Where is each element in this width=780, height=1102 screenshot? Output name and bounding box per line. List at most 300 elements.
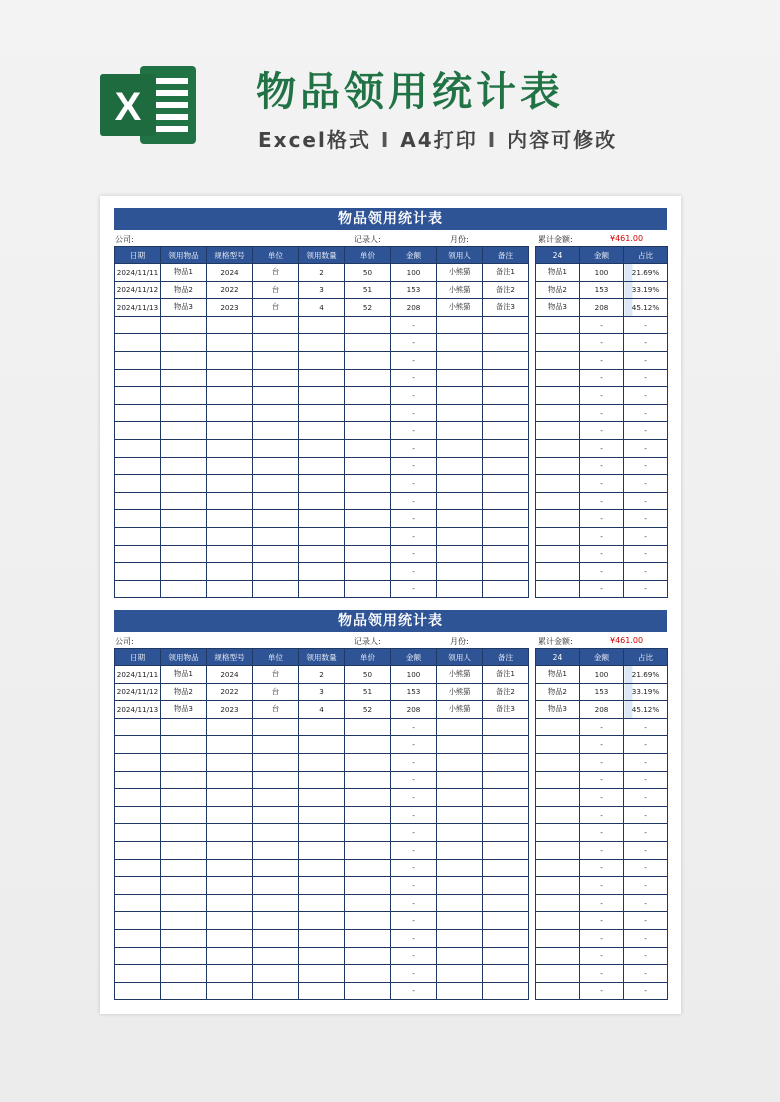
table-cell[interactable]: [115, 387, 161, 405]
summary-cell[interactable]: -: [580, 316, 624, 334]
summary-cell[interactable]: [536, 824, 580, 842]
table-cell[interactable]: 2024/11/11: [115, 666, 161, 684]
summary-cell[interactable]: -: [580, 824, 624, 842]
table-cell[interactable]: [253, 422, 299, 440]
table-cell[interactable]: [253, 912, 299, 930]
summary-cell[interactable]: -: [580, 859, 624, 877]
table-cell[interactable]: [253, 929, 299, 947]
share-cell[interactable]: -: [624, 439, 668, 457]
table-cell[interactable]: 52: [345, 701, 391, 719]
table-cell[interactable]: 小熊猫: [437, 666, 483, 684]
summary-cell[interactable]: [536, 789, 580, 807]
table-cell[interactable]: [115, 947, 161, 965]
table-cell[interactable]: [299, 824, 345, 842]
summary-cell[interactable]: [536, 475, 580, 493]
summary-cell[interactable]: [536, 439, 580, 457]
table-cell[interactable]: [207, 736, 253, 754]
share-cell[interactable]: -: [624, 841, 668, 859]
share-cell[interactable]: -: [624, 982, 668, 1000]
table-cell[interactable]: [207, 806, 253, 824]
table-cell[interactable]: [207, 475, 253, 493]
table-cell[interactable]: [253, 824, 299, 842]
share-cell[interactable]: -: [624, 334, 668, 352]
table-cell[interactable]: [483, 841, 529, 859]
table-cell[interactable]: 2024: [207, 264, 253, 282]
table-cell[interactable]: [437, 753, 483, 771]
summary-cell[interactable]: [536, 492, 580, 510]
table-cell[interactable]: 小熊猫: [437, 264, 483, 282]
summary-cell[interactable]: -: [580, 510, 624, 528]
table-cell[interactable]: [483, 947, 529, 965]
table-cell[interactable]: [345, 510, 391, 528]
table-cell[interactable]: [345, 334, 391, 352]
table-cell[interactable]: [299, 929, 345, 947]
table-cell[interactable]: [207, 789, 253, 807]
table-cell[interactable]: [161, 457, 207, 475]
table-cell[interactable]: [437, 859, 483, 877]
table-cell[interactable]: 4: [299, 701, 345, 719]
table-cell[interactable]: [437, 947, 483, 965]
table-cell[interactable]: [345, 404, 391, 422]
summary-cell[interactable]: -: [580, 563, 624, 581]
table-cell[interactable]: [115, 859, 161, 877]
table-cell[interactable]: [161, 982, 207, 1000]
table-cell[interactable]: 物品2: [161, 281, 207, 299]
table-cell[interactable]: [345, 982, 391, 1000]
summary-cell[interactable]: [536, 718, 580, 736]
table-cell[interactable]: [483, 510, 529, 528]
table-cell[interactable]: [161, 492, 207, 510]
table-cell[interactable]: [437, 422, 483, 440]
table-cell[interactable]: [115, 771, 161, 789]
table-cell[interactable]: [345, 771, 391, 789]
table-cell[interactable]: [483, 912, 529, 930]
table-cell[interactable]: 物品1: [161, 666, 207, 684]
table-cell[interactable]: [345, 736, 391, 754]
table-cell[interactable]: [437, 510, 483, 528]
table-cell[interactable]: [299, 806, 345, 824]
summary-cell[interactable]: -: [580, 457, 624, 475]
table-cell[interactable]: -: [391, 841, 437, 859]
table-cell[interactable]: 153: [391, 683, 437, 701]
table-cell[interactable]: [483, 492, 529, 510]
table-cell[interactable]: [437, 580, 483, 598]
table-cell[interactable]: [207, 580, 253, 598]
table-cell[interactable]: [483, 877, 529, 895]
table-cell[interactable]: 100: [391, 264, 437, 282]
table-cell[interactable]: [345, 789, 391, 807]
share-cell[interactable]: -: [624, 404, 668, 422]
table-cell[interactable]: [161, 527, 207, 545]
table-cell[interactable]: [345, 580, 391, 598]
table-cell[interactable]: [437, 718, 483, 736]
summary-cell[interactable]: 100: [580, 666, 624, 684]
table-cell[interactable]: [161, 912, 207, 930]
table-cell[interactable]: [483, 351, 529, 369]
table-cell[interactable]: [437, 387, 483, 405]
summary-cell[interactable]: -: [580, 351, 624, 369]
table-cell[interactable]: [161, 387, 207, 405]
table-cell[interactable]: [299, 492, 345, 510]
share-cell[interactable]: -: [624, 422, 668, 440]
table-cell[interactable]: [299, 351, 345, 369]
summary-cell[interactable]: [536, 351, 580, 369]
table-cell[interactable]: [437, 492, 483, 510]
share-cell[interactable]: -: [624, 316, 668, 334]
share-cell[interactable]: -: [624, 580, 668, 598]
table-cell[interactable]: [115, 580, 161, 598]
table-cell[interactable]: -: [391, 475, 437, 493]
table-cell[interactable]: [299, 527, 345, 545]
table-cell[interactable]: [115, 965, 161, 983]
table-cell[interactable]: [299, 982, 345, 1000]
summary-cell[interactable]: 153: [580, 683, 624, 701]
table-cell[interactable]: -: [391, 929, 437, 947]
table-cell[interactable]: [437, 982, 483, 1000]
table-cell[interactable]: -: [391, 387, 437, 405]
table-cell[interactable]: [299, 334, 345, 352]
table-cell[interactable]: [115, 545, 161, 563]
table-cell[interactable]: [115, 824, 161, 842]
share-cell[interactable]: 33.19%: [624, 683, 668, 701]
table-cell[interactable]: -: [391, 422, 437, 440]
table-cell[interactable]: [299, 841, 345, 859]
table-cell[interactable]: [253, 789, 299, 807]
table-cell[interactable]: -: [391, 563, 437, 581]
summary-cell[interactable]: [536, 982, 580, 1000]
table-cell[interactable]: [345, 563, 391, 581]
summary-cell[interactable]: -: [580, 841, 624, 859]
table-cell[interactable]: 208: [391, 299, 437, 317]
table-cell[interactable]: [115, 439, 161, 457]
table-cell[interactable]: 备注3: [483, 299, 529, 317]
table-cell[interactable]: [161, 824, 207, 842]
table-cell[interactable]: -: [391, 753, 437, 771]
table-cell[interactable]: [207, 316, 253, 334]
table-cell[interactable]: -: [391, 457, 437, 475]
summary-cell[interactable]: 100: [580, 264, 624, 282]
table-cell[interactable]: [161, 894, 207, 912]
table-cell[interactable]: -: [391, 912, 437, 930]
summary-cell[interactable]: 物品1: [536, 666, 580, 684]
summary-cell[interactable]: [536, 404, 580, 422]
table-cell[interactable]: 台: [253, 701, 299, 719]
table-cell[interactable]: [437, 736, 483, 754]
table-cell[interactable]: [161, 806, 207, 824]
table-cell[interactable]: [253, 545, 299, 563]
table-cell[interactable]: [483, 563, 529, 581]
table-cell[interactable]: 50: [345, 666, 391, 684]
table-cell[interactable]: [483, 718, 529, 736]
table-cell[interactable]: [437, 316, 483, 334]
table-cell[interactable]: -: [391, 824, 437, 842]
table-cell[interactable]: [483, 334, 529, 352]
table-cell[interactable]: [115, 316, 161, 334]
summary-cell[interactable]: -: [580, 771, 624, 789]
table-cell[interactable]: [345, 718, 391, 736]
summary-cell[interactable]: -: [580, 982, 624, 1000]
summary-cell[interactable]: 153: [580, 281, 624, 299]
table-cell[interactable]: [483, 439, 529, 457]
table-cell[interactable]: [253, 877, 299, 895]
table-cell[interactable]: [115, 422, 161, 440]
share-cell[interactable]: -: [624, 859, 668, 877]
table-cell[interactable]: [161, 859, 207, 877]
table-cell[interactable]: 2023: [207, 701, 253, 719]
table-cell[interactable]: [299, 789, 345, 807]
table-cell[interactable]: [345, 422, 391, 440]
table-cell[interactable]: [115, 334, 161, 352]
table-cell[interactable]: 备注3: [483, 701, 529, 719]
table-cell[interactable]: [299, 387, 345, 405]
table-cell[interactable]: [161, 841, 207, 859]
table-cell[interactable]: [115, 718, 161, 736]
table-cell[interactable]: -: [391, 877, 437, 895]
table-cell[interactable]: [207, 771, 253, 789]
share-cell[interactable]: -: [624, 457, 668, 475]
table-cell[interactable]: [161, 718, 207, 736]
table-cell[interactable]: [299, 439, 345, 457]
table-cell[interactable]: [253, 351, 299, 369]
table-cell[interactable]: [253, 475, 299, 493]
table-cell[interactable]: [207, 877, 253, 895]
table-cell[interactable]: 2024: [207, 666, 253, 684]
table-cell[interactable]: [115, 475, 161, 493]
table-cell[interactable]: [437, 771, 483, 789]
share-cell[interactable]: -: [624, 929, 668, 947]
share-cell[interactable]: -: [624, 387, 668, 405]
share-cell[interactable]: -: [624, 789, 668, 807]
table-cell[interactable]: [299, 877, 345, 895]
share-cell[interactable]: -: [624, 806, 668, 824]
table-cell[interactable]: [483, 753, 529, 771]
table-cell[interactable]: [115, 806, 161, 824]
summary-cell[interactable]: -: [580, 545, 624, 563]
summary-cell[interactable]: -: [580, 334, 624, 352]
summary-cell[interactable]: 物品1: [536, 264, 580, 282]
table-cell[interactable]: [161, 929, 207, 947]
table-cell[interactable]: [437, 894, 483, 912]
table-cell[interactable]: [483, 475, 529, 493]
table-cell[interactable]: 台: [253, 281, 299, 299]
table-cell[interactable]: [299, 422, 345, 440]
table-cell[interactable]: [115, 404, 161, 422]
table-cell[interactable]: 2022: [207, 281, 253, 299]
summary-cell[interactable]: 物品2: [536, 281, 580, 299]
table-cell[interactable]: [345, 439, 391, 457]
table-cell[interactable]: [437, 806, 483, 824]
table-cell[interactable]: [299, 736, 345, 754]
summary-cell[interactable]: -: [580, 369, 624, 387]
table-cell[interactable]: [207, 841, 253, 859]
table-cell[interactable]: 物品1: [161, 264, 207, 282]
table-cell[interactable]: 备注2: [483, 683, 529, 701]
table-cell[interactable]: [161, 736, 207, 754]
table-cell[interactable]: -: [391, 718, 437, 736]
table-cell[interactable]: [253, 404, 299, 422]
table-cell[interactable]: 备注1: [483, 666, 529, 684]
table-cell[interactable]: [207, 912, 253, 930]
table-cell[interactable]: -: [391, 351, 437, 369]
table-cell[interactable]: [299, 563, 345, 581]
table-cell[interactable]: [207, 965, 253, 983]
table-cell[interactable]: [161, 334, 207, 352]
table-cell[interactable]: [161, 580, 207, 598]
table-cell[interactable]: [299, 771, 345, 789]
share-cell[interactable]: -: [624, 351, 668, 369]
table-cell[interactable]: [161, 965, 207, 983]
share-cell[interactable]: 21.69%: [624, 666, 668, 684]
table-cell[interactable]: [207, 753, 253, 771]
summary-cell[interactable]: 物品3: [536, 299, 580, 317]
table-cell[interactable]: [207, 369, 253, 387]
summary-cell[interactable]: [536, 316, 580, 334]
table-cell[interactable]: [161, 789, 207, 807]
table-cell[interactable]: [299, 545, 345, 563]
table-cell[interactable]: [207, 527, 253, 545]
summary-cell[interactable]: -: [580, 492, 624, 510]
summary-cell[interactable]: [536, 877, 580, 895]
summary-cell[interactable]: [536, 457, 580, 475]
summary-cell[interactable]: 物品2: [536, 683, 580, 701]
table-cell[interactable]: [345, 527, 391, 545]
table-cell[interactable]: -: [391, 982, 437, 1000]
summary-cell[interactable]: -: [580, 475, 624, 493]
table-cell[interactable]: [253, 718, 299, 736]
table-cell[interactable]: [253, 563, 299, 581]
table-cell[interactable]: [483, 457, 529, 475]
table-cell[interactable]: [253, 753, 299, 771]
table-cell[interactable]: [253, 736, 299, 754]
share-cell[interactable]: -: [624, 369, 668, 387]
table-cell[interactable]: [345, 475, 391, 493]
summary-cell[interactable]: [536, 947, 580, 965]
table-cell[interactable]: 100: [391, 666, 437, 684]
table-cell[interactable]: 2023: [207, 299, 253, 317]
table-cell[interactable]: [483, 387, 529, 405]
table-cell[interactable]: 3: [299, 683, 345, 701]
table-cell[interactable]: [345, 877, 391, 895]
table-cell[interactable]: [437, 369, 483, 387]
table-cell[interactable]: [299, 947, 345, 965]
table-cell[interactable]: 物品3: [161, 299, 207, 317]
table-cell[interactable]: [483, 316, 529, 334]
table-cell[interactable]: [345, 387, 391, 405]
table-cell[interactable]: [253, 527, 299, 545]
summary-cell[interactable]: -: [580, 527, 624, 545]
share-cell[interactable]: -: [624, 753, 668, 771]
table-cell[interactable]: [437, 965, 483, 983]
summary-cell[interactable]: -: [580, 580, 624, 598]
table-cell[interactable]: [207, 982, 253, 1000]
table-cell[interactable]: [345, 457, 391, 475]
table-cell[interactable]: [253, 510, 299, 528]
summary-cell[interactable]: -: [580, 912, 624, 930]
summary-cell[interactable]: 208: [580, 701, 624, 719]
summary-cell[interactable]: -: [580, 806, 624, 824]
summary-cell[interactable]: [536, 806, 580, 824]
table-cell[interactable]: [207, 422, 253, 440]
summary-cell[interactable]: [536, 334, 580, 352]
table-cell[interactable]: [437, 563, 483, 581]
share-cell[interactable]: -: [624, 912, 668, 930]
table-cell[interactable]: 2024/11/11: [115, 264, 161, 282]
summary-cell[interactable]: [536, 580, 580, 598]
summary-cell[interactable]: [536, 894, 580, 912]
summary-cell[interactable]: -: [580, 894, 624, 912]
summary-cell[interactable]: [536, 771, 580, 789]
share-cell[interactable]: -: [624, 527, 668, 545]
table-cell[interactable]: -: [391, 369, 437, 387]
table-cell[interactable]: [483, 806, 529, 824]
table-cell[interactable]: [437, 545, 483, 563]
table-cell[interactable]: [115, 877, 161, 895]
table-cell[interactable]: [161, 753, 207, 771]
table-cell[interactable]: -: [391, 545, 437, 563]
table-cell[interactable]: 小熊猫: [437, 701, 483, 719]
table-cell[interactable]: 小熊猫: [437, 281, 483, 299]
table-cell[interactable]: 4: [299, 299, 345, 317]
table-cell[interactable]: [437, 404, 483, 422]
table-cell[interactable]: 备注2: [483, 281, 529, 299]
table-cell[interactable]: [299, 859, 345, 877]
summary-cell[interactable]: [536, 527, 580, 545]
table-cell[interactable]: 51: [345, 281, 391, 299]
table-cell[interactable]: [253, 316, 299, 334]
share-cell[interactable]: -: [624, 824, 668, 842]
table-cell[interactable]: [161, 771, 207, 789]
table-cell[interactable]: [115, 457, 161, 475]
table-cell[interactable]: [161, 369, 207, 387]
table-cell[interactable]: -: [391, 316, 437, 334]
table-cell[interactable]: 2024/11/13: [115, 701, 161, 719]
share-cell[interactable]: -: [624, 947, 668, 965]
table-cell[interactable]: [299, 457, 345, 475]
table-cell[interactable]: [161, 439, 207, 457]
table-cell[interactable]: [207, 929, 253, 947]
table-cell[interactable]: [483, 545, 529, 563]
table-cell[interactable]: [483, 789, 529, 807]
share-cell[interactable]: -: [624, 475, 668, 493]
table-cell[interactable]: [345, 912, 391, 930]
table-cell[interactable]: 小熊猫: [437, 683, 483, 701]
table-cell[interactable]: [345, 351, 391, 369]
summary-cell[interactable]: [536, 965, 580, 983]
table-cell[interactable]: 小熊猫: [437, 299, 483, 317]
summary-cell[interactable]: -: [580, 965, 624, 983]
table-cell[interactable]: [253, 334, 299, 352]
table-cell[interactable]: [483, 929, 529, 947]
table-cell[interactable]: [345, 316, 391, 334]
table-cell[interactable]: [207, 492, 253, 510]
table-cell[interactable]: [115, 736, 161, 754]
table-cell[interactable]: 台: [253, 683, 299, 701]
table-cell[interactable]: [345, 753, 391, 771]
table-cell[interactable]: [345, 929, 391, 947]
table-cell[interactable]: -: [391, 965, 437, 983]
table-cell[interactable]: -: [391, 334, 437, 352]
table-cell[interactable]: 2: [299, 264, 345, 282]
summary-cell[interactable]: -: [580, 947, 624, 965]
summary-cell[interactable]: -: [580, 753, 624, 771]
table-cell[interactable]: [345, 859, 391, 877]
summary-cell[interactable]: [536, 753, 580, 771]
table-cell[interactable]: -: [391, 527, 437, 545]
table-cell[interactable]: [207, 439, 253, 457]
table-cell[interactable]: 物品2: [161, 683, 207, 701]
table-cell[interactable]: 2: [299, 666, 345, 684]
summary-cell[interactable]: -: [580, 736, 624, 754]
